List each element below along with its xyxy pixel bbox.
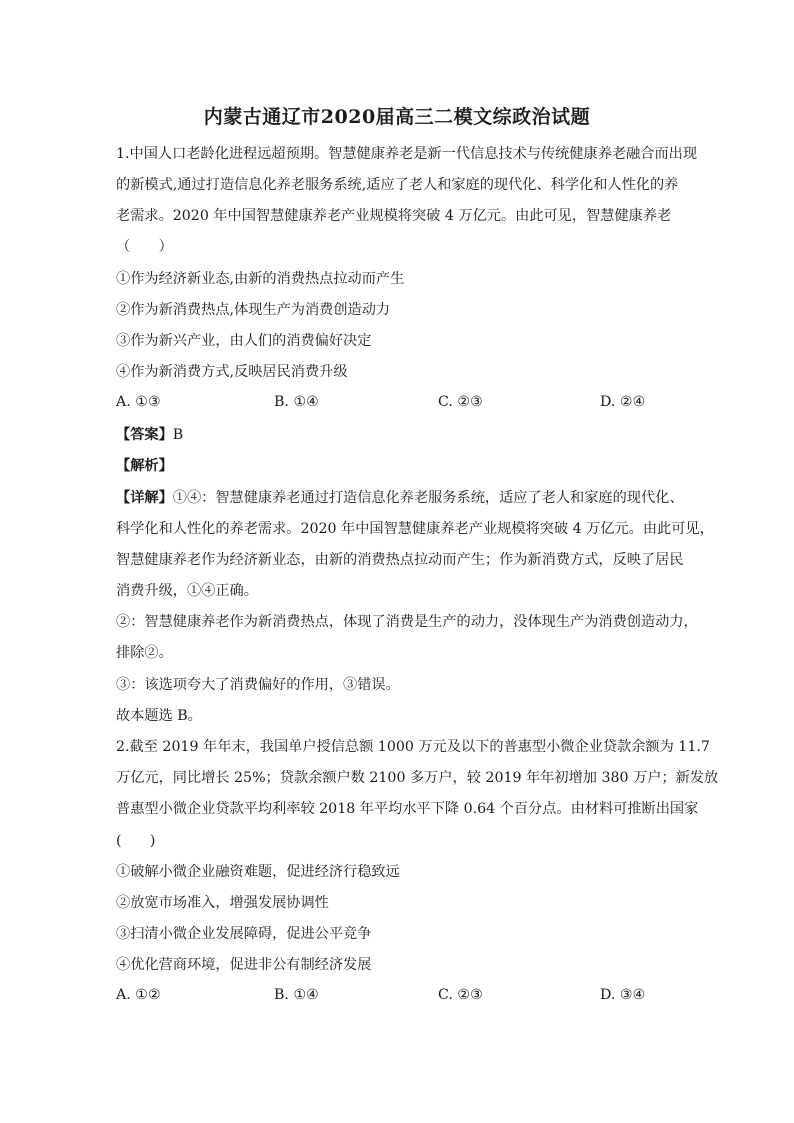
detail-text-1: ①④：智慧健康养老通过打造信息化养老服务系统，适应了老人和家庭的现代化、 — [172, 490, 684, 506]
q1-stem-line-1: 1.中国人口老龄化进程远超预期。智慧健康养老是新一代信息技术与传统健康养老融合而出现 — [116, 146, 698, 162]
analysis-label: 【解析】 — [116, 458, 173, 474]
q2-option-4: ④优化营商环境，促进非公有制经济发展 — [116, 957, 372, 973]
q2-choice-b: B. ①④ — [274, 987, 319, 1003]
q1-option-3: ③作为新兴产业，由人们的消费偏好决定 — [116, 333, 372, 349]
q1-detail-line-7: ③：该选项夸大了消费偏好的作用，③错误。 — [116, 677, 400, 693]
q2-stem-line-3: 普惠型小微企业贷款平均利率较 2018 年平均水平下降 0.64 个百分点。由材料可推断出国家 — [116, 801, 699, 817]
q1-choice-c: C. ②③ — [438, 394, 483, 410]
q1-detail-line-8: 故本题选 B。 — [116, 708, 202, 724]
q1-stem-line-3: 老需求。2020 年中国智慧健康养老产业规模将突破 4 万亿元。由此可见，智慧健康养老 — [116, 208, 672, 224]
q1-option-1: ①作为经济新业态,由新的消费热点拉动而产生 — [116, 271, 405, 287]
q1-option-2: ②作为新消费热点,体现生产为消费创造动力 — [116, 302, 391, 318]
document-title: 内蒙古通辽市2020届高三二模文综政治试题 — [203, 106, 591, 128]
q1-detail-line-4: 消费升级，①④正确。 — [116, 583, 258, 599]
q2-choice-c: C. ②③ — [438, 987, 483, 1003]
q2-choice-d: D. ③④ — [600, 987, 646, 1003]
q1-detail-line-6: 排除②。 — [116, 645, 173, 661]
q1-stem-line-4: （ ） — [116, 239, 173, 255]
q1-choice-d: D. ②④ — [600, 394, 646, 410]
q2-option-3: ③扫清小微企业发展障碍，促进公平竞争 — [116, 926, 372, 942]
answer-value: B — [172, 427, 184, 443]
q1-detail-line-2: 科学化和人性化的养老需求。2020 年中国智慧健康养老产业规模将突破 4 万亿元。由此可见， — [116, 521, 714, 537]
answer-label: 【答案】 — [116, 427, 173, 443]
q1-choices — [116, 394, 676, 414]
q1-detail-line-1 — [116, 488, 684, 508]
q2-choice-a: A. ①② — [116, 987, 161, 1003]
q2-stem-line-4: ( ) — [116, 833, 156, 849]
q1-choice-b: B. ①④ — [274, 394, 319, 410]
detail-label: 【详解】 — [116, 490, 173, 506]
q1-stem-line-2: 的新模式,通过打造信息化养老服务系统,适应了老人和家庭的现代化、科学化和人性化的养 — [116, 177, 679, 193]
q2-option-2: ②放宽市场准入，增强发展协调性 — [116, 895, 329, 911]
q2-option-1: ①破解小微企业融资难题，促进经济行稳致远 — [116, 864, 400, 880]
q1-detail-line-3: 智慧健康养老作为经济新业态，由新的消费热点拉动而产生；作为新消费方式，反映了居民 — [116, 552, 684, 568]
q2-stem-line-1: 2.截至 2019 年年末，我国单户授信总额 1000 万元及以下的普惠型小微企业贷款余额为 11.7 — [116, 739, 710, 755]
q2-choices — [116, 987, 676, 1007]
q1-choice-a: A. ①③ — [116, 394, 161, 410]
q1-detail-line-5: ②：智慧健康养老作为新消费热点，体现了消费是生产的动力，没体现生产为消费创造动力， — [116, 614, 698, 630]
q1-option-4: ④作为新消费方式,反映居民消费升级 — [116, 364, 348, 380]
q1-answer — [116, 425, 183, 445]
q2-stem-line-2: 万亿元，同比增长 25%；贷款余额户数 2100 多万户，较 2019 年年初增加 380 万户；新发放 — [116, 770, 719, 786]
